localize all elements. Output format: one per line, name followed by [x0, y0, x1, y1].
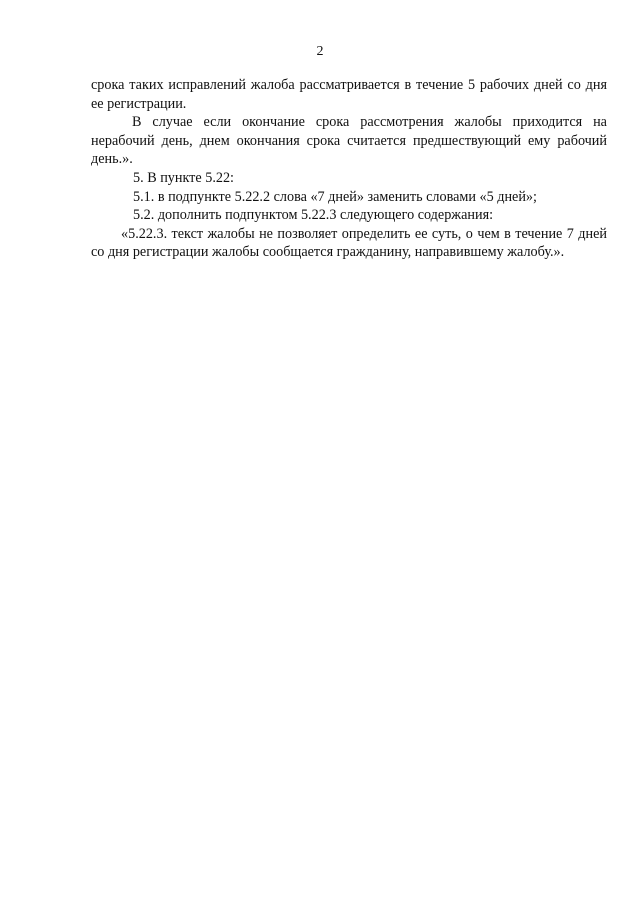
paragraph-deadline-note: В случае если окончание срока рассмотрения жалобы приходится на нерабочий день, днем окончания срока считается предшествующий ему рабочий день.».: [91, 114, 607, 168]
paragraph-item-5-2: 5.2. дополнить подпунктом 5.22.3 следующего содержания:: [133, 207, 494, 224]
paragraph-continuation: срока таких исправлений жалоба рассматривается в течение 5 рабочих дней со дня ее регистрации.: [91, 77, 607, 112]
paragraph-item-5-1: 5.1. в подпункте 5.22.2 слова «7 дней» заменить словами «5 дней»;: [133, 188, 537, 205]
page-number: 2: [316, 44, 324, 59]
paragraph-quoted-5-22-3: «5.22.3. текст жалобы не позволяет определить ее суть, о чем в течение 7 дней со дня регистрации жалобы сообщается гражданину, направившему жалобу.».: [91, 225, 607, 261]
paragraph-item-5: 5. В пункте 5.22:: [133, 169, 234, 186]
document-body: [91, 76, 607, 262]
